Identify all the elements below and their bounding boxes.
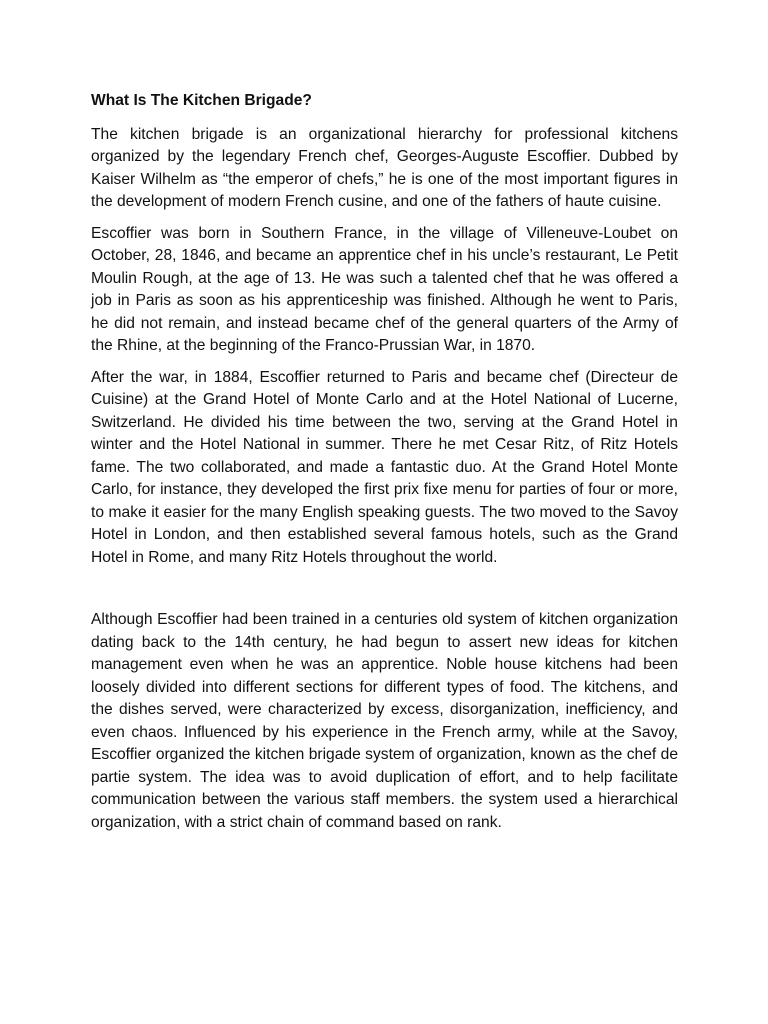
paragraph-brigade-system: Although Escoffier had been trained in a centuries old system of kitchen organization dating back to the 14th century, he had begun to assert new ideas for kitchen management even when he was an apprentice. Noble house kitchens had been loosely divided into different sections for different types of food. The kitchens, and the dishes served, were characterized by excess, disorganization, inefficiency, and even chaos. Influenced by his experience in the French army, while at the Savoy, Escoffier organized the kitchen brigade system of organization, known as the chef de partie system. The idea was to avoid duplication of effort, and to help facilitate communication between the various staff members. the system used a hierarchical organization, with a strict chain of command based on rank. (91, 611, 678, 831)
document-title: What Is The Kitchen Brigade? (91, 92, 312, 109)
paragraph-career: After the war, in 1884, Escoffier returned to Paris and became chef (Directeur de Cuisine) at the Grand Hotel of Monte Carlo and at the Hotel National of Lucerne, Switzerland. He divided his time between the two, serving at the Grand Hotel in winter and the Hotel National in summer. There he met Cesar Ritz, of Ritz Hotels fame. The two collaborated, and made a fantastic duo. At the Grand Hotel Monte Carlo, for instance, they developed the first prix fixe menu for parties of four or more, to make it easier for the many English speaking guests. The two moved to the Savoy Hotel in London, and then established several famous hotels, such as the Grand Hotel in Rome, and many Ritz Hotels throughout the world. (91, 368, 678, 566)
paragraph-early-life: Escoffier was born in Southern France, in the village of Villeneuve-Loubet on October, 28, 1846, and became an apprentice chef in his uncle’s restaurant, Le Petit Moulin Rough, at the age of 13. He was such a talented chef that he was offered a job in Paris as soon as his apprenticeship was finished. Although he went to Paris, he did not remain, and instead became chef of the general quarters of the Army of the Rhine, at the beginning of the Franco-Prussian War, in 1870. (91, 224, 678, 354)
paragraph-intro: The kitchen brigade is an organizational hierarchy for professional kitchens organized by the legendary French chef, Georges-Auguste Escoffier. Dubbed by Kaiser Wilhelm as “the emperor of chefs,” he is one of the most important figures in the development of modern French cusine, and one of the fathers of haute cuisine. (91, 125, 678, 210)
document-page (91, 90, 678, 843)
